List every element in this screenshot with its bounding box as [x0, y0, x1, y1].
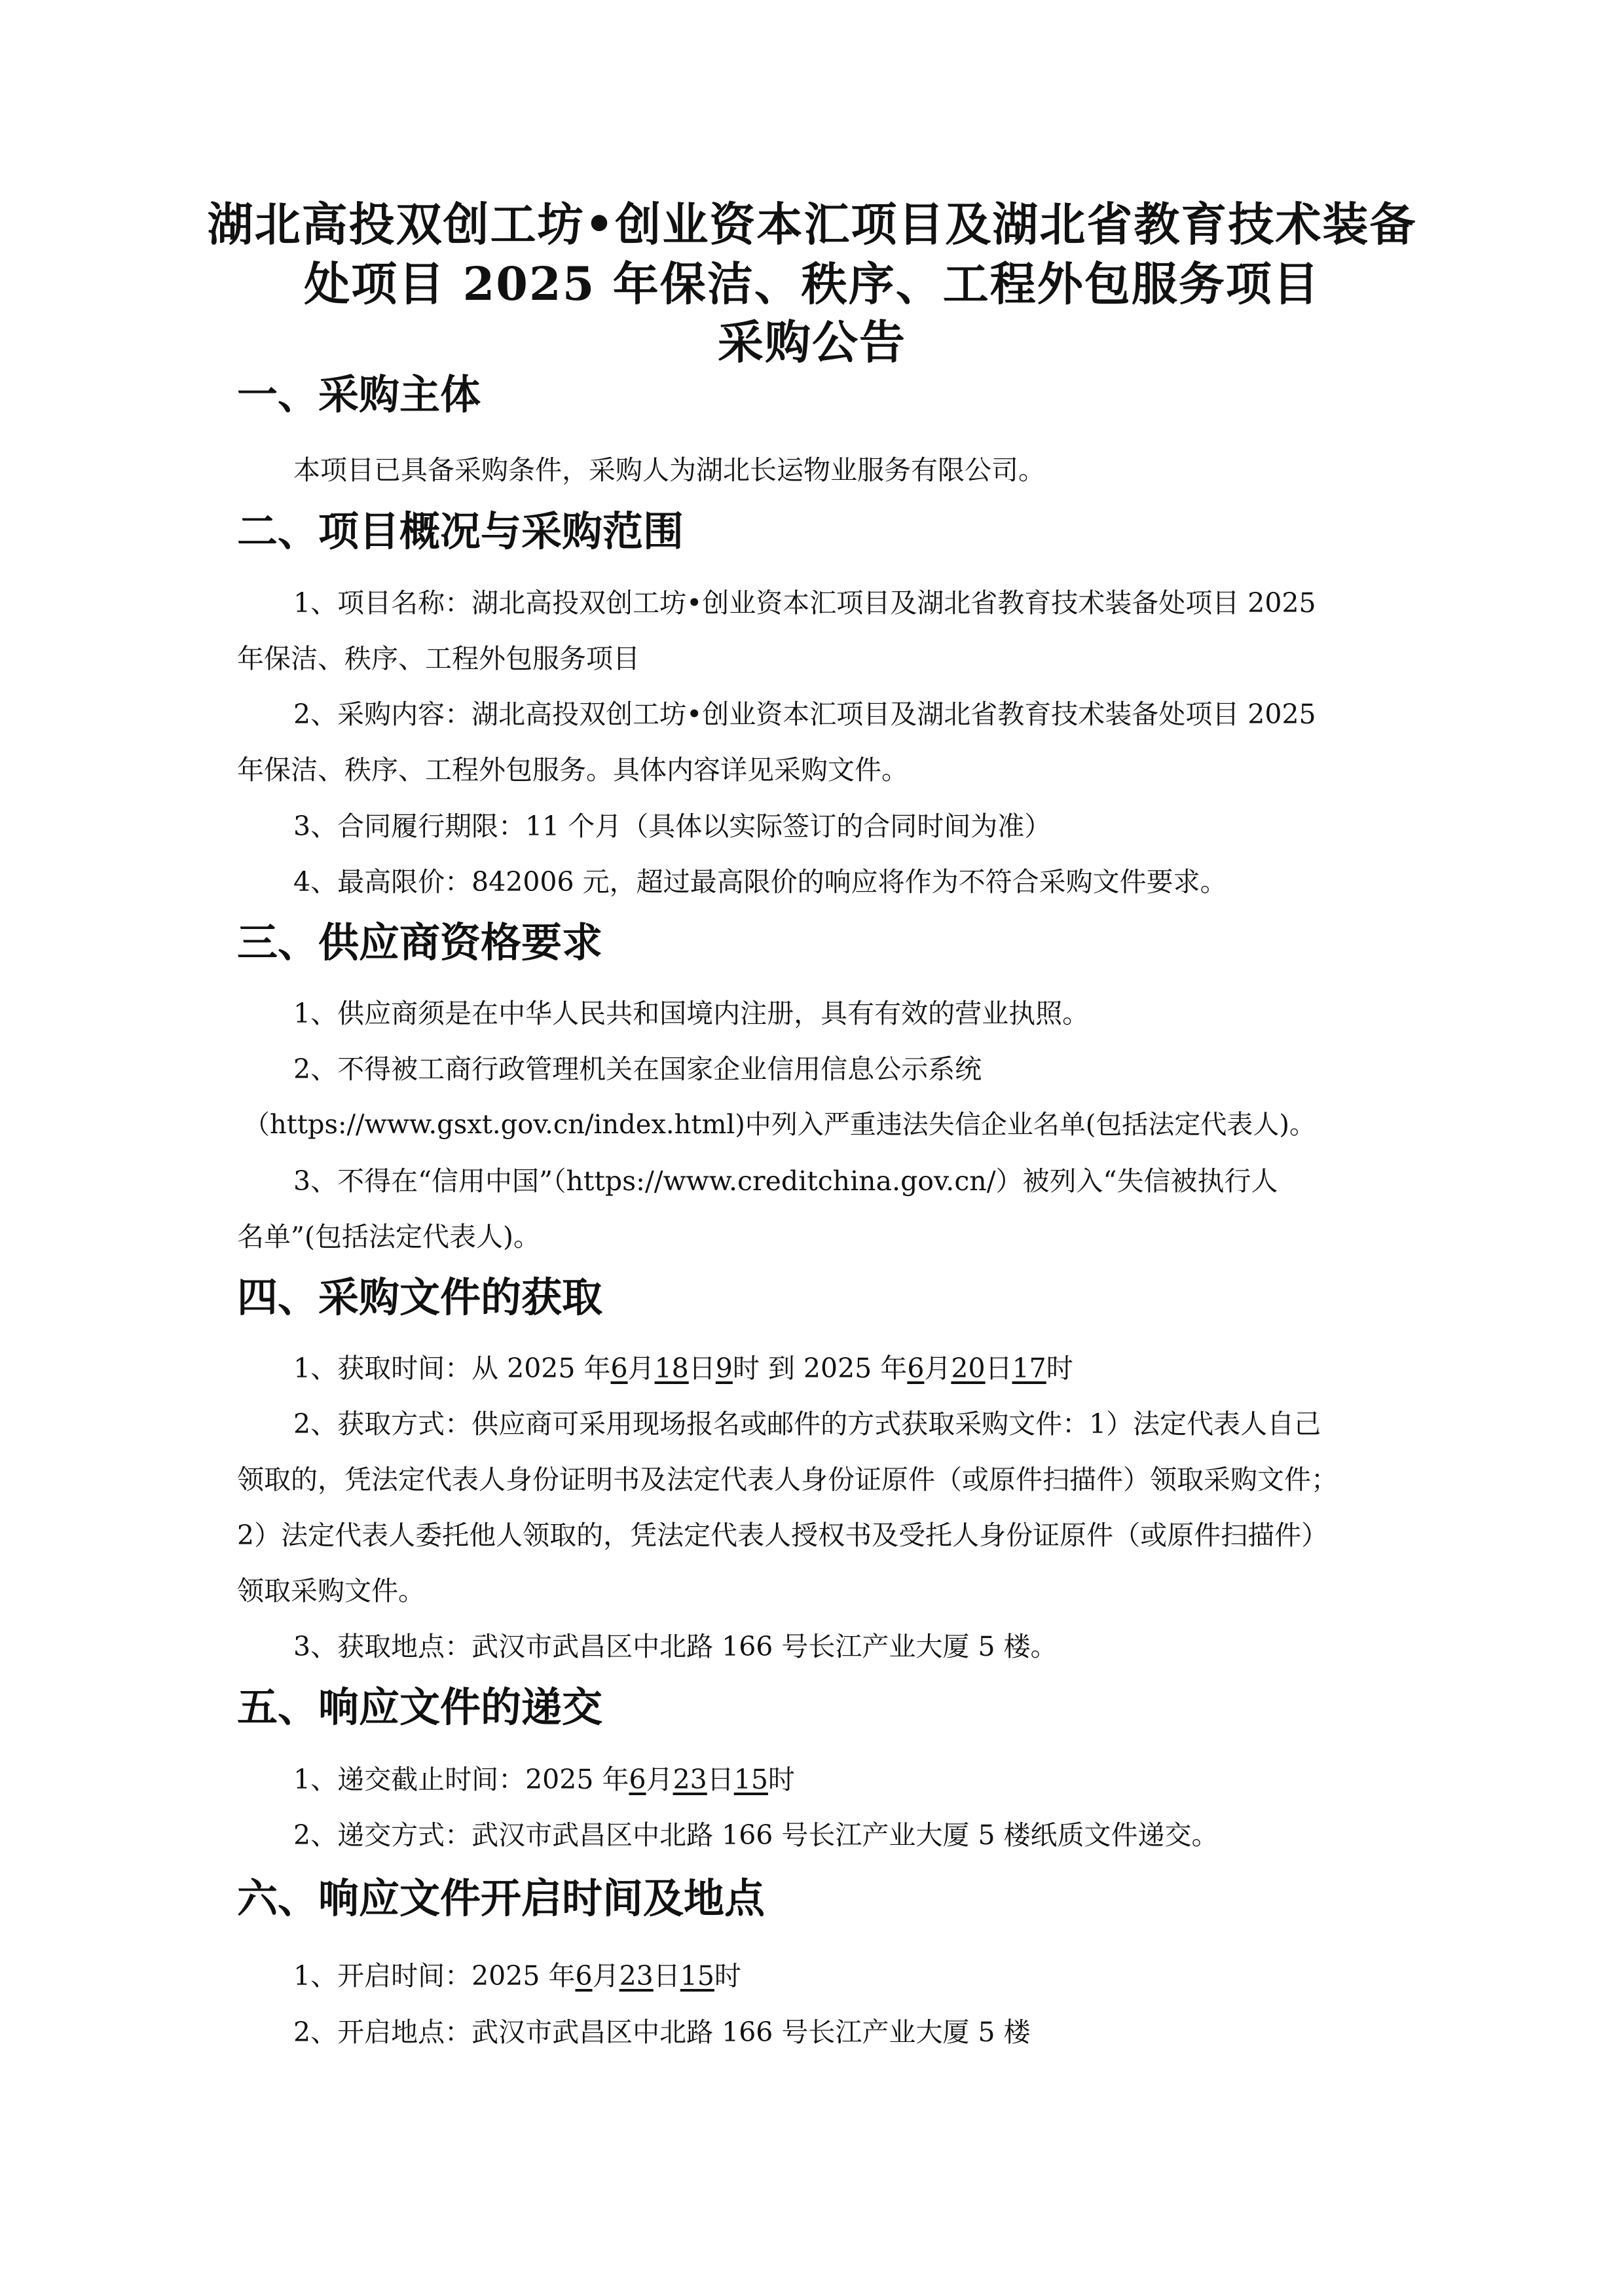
- s5-item-1: [293, 1761, 795, 1798]
- s4-start-month: 6: [610, 1353, 628, 1384]
- s2-item-1-line-2: 年保洁、秩序、工程外包服务项目: [237, 643, 640, 674]
- section-3-heading: 三、供应商资格要求: [237, 919, 603, 966]
- s5-month: 6: [629, 1764, 646, 1795]
- s2-item-2-line-2: 年保洁、秩序、工程外包服务。具体内容详见采购文件。: [237, 754, 908, 786]
- s4-end-day: 20: [951, 1353, 986, 1384]
- s3-item-2-line-1: 2、不得被工商行政管理机关在国家企业信用信息公示系统: [293, 1053, 982, 1085]
- s4-text-month: 月: [627, 1353, 655, 1384]
- s6-hour: 15: [680, 1960, 714, 1992]
- section-1-heading: 一、采购主体: [237, 371, 481, 418]
- s4-start-day: 18: [654, 1353, 689, 1384]
- title-line-2: 处项目 2025 年保洁、秩序、工程外包服务项目: [304, 257, 1320, 311]
- section-4-heading: 四、采购文件的获取: [237, 1273, 603, 1321]
- s2-item-1-line-1: 1、项目名称：湖北高投双创工坊•创业资本汇项目及湖北省教育技术装备处项目 2025: [293, 587, 1316, 619]
- title-line-3: 采购公告: [718, 315, 906, 369]
- s2-item-4: 4、最高限价：842006 元，超过最高限价的响应将作为不符合采购文件要求。: [293, 866, 1227, 898]
- s2-item-3: 3、合同履行期限：11 个月（具体以实际签订的合同时间为准）: [293, 811, 1052, 842]
- s4-text-to: 时 到 2025 年: [732, 1353, 908, 1384]
- s6-day: 23: [619, 1960, 654, 1992]
- s5-item-2: 2、递交方式：武汉市武昌区中北路 166 号长江产业大厦 5 楼纸质文件递交。: [293, 1819, 1219, 1851]
- s4-end-hour: 17: [1012, 1353, 1046, 1384]
- title-line-1: 湖北高投双创工坊•创业资本汇项目及湖北省教育技术装备: [207, 197, 1417, 251]
- s5-item-1-prefix: 1、递交截止时间：2025 年: [293, 1764, 629, 1795]
- s6-item-1-prefix: 1、开启时间：2025 年: [293, 1960, 576, 1992]
- s6-text-day: 日: [653, 1960, 680, 1992]
- s5-text-day: 日: [707, 1764, 734, 1795]
- section-2-heading: 二、项目概况与采购范围: [237, 507, 684, 555]
- s4-text-day: 日: [688, 1353, 716, 1384]
- s4-start-hour: 9: [715, 1353, 733, 1384]
- s4-item-1-prefix: 1、获取时间：从 2025 年: [293, 1353, 611, 1384]
- s5-day: 23: [673, 1764, 707, 1795]
- s5-text-hour: 时: [767, 1764, 795, 1795]
- s3-item-3-line-2: 名单”(包括法定代表人)。: [237, 1221, 540, 1252]
- s2-item-2-line-1: 2、采购内容：湖北高投双创工坊•创业资本汇项目及湖北省教育技术装备处项目 2025: [293, 699, 1316, 730]
- s4-item-2-line-3: 2）法定代表人委托他人领取的，凭法定代表人授权书及受托人身份证原件（或原件扫描件）: [237, 1520, 1329, 1551]
- s4-text-day-2: 日: [985, 1353, 1012, 1384]
- section-1-para: 本项目已具备采购条件，采购人为湖北长运物业服务有限公司。: [293, 454, 1045, 486]
- section-6-heading: 六、响应文件开启时间及地点: [237, 1874, 766, 1922]
- s4-text-hour-2: 时: [1046, 1353, 1073, 1384]
- s6-month: 6: [575, 1960, 593, 1992]
- s4-item-2-line-4: 领取采购文件。: [237, 1575, 425, 1607]
- s4-item-2-line-1: 2、获取方式：供应商可采用现场报名或邮件的方式获取采购文件：1）法定代表人自己: [293, 1408, 1321, 1440]
- s5-hour: 15: [733, 1764, 768, 1795]
- s4-text-month-2: 月: [924, 1353, 951, 1384]
- s4-item-2-line-2: 领取的，凭法定代表人身份证明书及法定代表人身份证原件（或原件扫描件）领取采购文件；: [237, 1464, 1338, 1495]
- s4-end-month: 6: [907, 1353, 925, 1384]
- s3-item-3-line-1: 3、不得在“信用中国”（https://www.creditchina.gov.cn/）被列入“失信被执行人: [293, 1165, 1278, 1197]
- section-5-heading: 五、响应文件的递交: [237, 1683, 603, 1731]
- s6-text-month: 月: [592, 1960, 619, 1992]
- s5-text-month: 月: [646, 1764, 673, 1795]
- s3-item-2-line-2: （https://www.gsxt.gov.cn/index.html)中列入严重违法失信企业名单(包括法定代表人)。: [244, 1110, 1316, 1140]
- s6-item-1: [293, 1958, 741, 1994]
- s4-item-3: 3、获取地点：武汉市武昌区中北路 166 号长江产业大厦 5 楼。: [293, 1631, 1058, 1662]
- s6-item-2: 2、开启地点：武汉市武昌区中北路 166 号长江产业大厦 5 楼: [293, 2016, 1031, 2048]
- s6-text-hour: 时: [714, 1960, 741, 1992]
- s3-item-1: 1、供应商须是在中华人民共和国境内注册，具有有效的营业执照。: [293, 998, 1090, 1029]
- s4-item-1: [293, 1350, 1073, 1387]
